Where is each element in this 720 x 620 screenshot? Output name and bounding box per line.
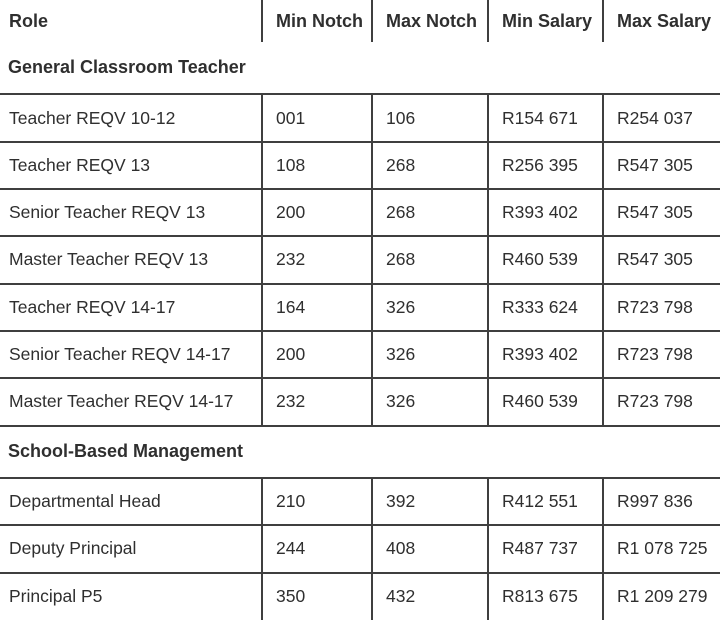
cell-min-notch: 210 (262, 478, 372, 525)
cell-max-notch: 392 (372, 478, 488, 525)
table-row (0, 378, 720, 425)
cell-min-salary: R393 402 (488, 331, 603, 378)
cell-max-notch: 106 (372, 94, 488, 141)
cell-max-notch: 268 (372, 189, 488, 236)
cell-max-salary: R1 078 725 (603, 525, 720, 572)
cell-max-notch: 326 (372, 331, 488, 378)
cell-role: Deputy Principal (9, 538, 137, 559)
cell-min-salary: R460 539 (488, 236, 603, 283)
cell-min-salary: R412 551 (488, 478, 603, 525)
cell-role: Teacher REQV 14-17 (9, 296, 176, 317)
column-header-min-notch: Min Notch (262, 0, 372, 42)
cell-min-notch: 001 (262, 94, 372, 141)
table-row (0, 142, 720, 189)
cell-max-salary: R1 209 279 (603, 573, 720, 620)
cell-max-salary: R547 305 (603, 189, 720, 236)
cell-min-notch: 164 (262, 284, 372, 331)
cell-min-notch: 200 (262, 189, 372, 236)
table-row (0, 284, 720, 331)
column-header-max-salary: Max Salary (603, 0, 720, 42)
cell-max-notch: 326 (372, 284, 488, 331)
cell-min-salary: R487 737 (488, 525, 603, 572)
table-row (0, 94, 720, 141)
cell-max-salary: R547 305 (603, 142, 720, 189)
cell-min-notch: 232 (262, 236, 372, 283)
cell-max-salary: R723 798 (603, 331, 720, 378)
cell-role: Teacher REQV 10-12 (9, 107, 176, 128)
cell-role: Master Teacher REQV 14-17 (9, 391, 234, 412)
section-title: School-Based Management (8, 441, 244, 462)
column-header-max-notch: Max Notch (372, 0, 488, 42)
cell-min-salary: R813 675 (488, 573, 603, 620)
cell-role: Teacher REQV 13 (9, 154, 151, 175)
cell-min-notch: 350 (262, 573, 372, 620)
table-row (0, 525, 720, 572)
cell-min-notch: 232 (262, 378, 372, 425)
cell-max-notch: 326 (372, 378, 488, 425)
table-row (0, 331, 720, 378)
table-row (0, 189, 720, 236)
cell-role: Principal P5 (9, 586, 103, 607)
cell-max-salary: R997 836 (603, 478, 720, 525)
table-row (0, 573, 720, 620)
table-body (0, 42, 720, 620)
cell-max-notch: 432 (372, 573, 488, 620)
cell-max-notch: 268 (372, 236, 488, 283)
cell-max-salary: R547 305 (603, 236, 720, 283)
section-title: General Classroom Teacher (8, 57, 246, 78)
table-row (0, 478, 720, 525)
cell-min-salary: R333 624 (488, 284, 603, 331)
cell-min-salary: R256 395 (488, 142, 603, 189)
cell-max-salary: R723 798 (603, 378, 720, 425)
section-row-general-classroom-teacher (0, 42, 720, 94)
cell-role: Senior Teacher REQV 13 (9, 202, 206, 223)
cell-role: Senior Teacher REQV 14-17 (9, 344, 231, 365)
cell-min-notch: 200 (262, 331, 372, 378)
cell-role: Master Teacher REQV 13 (9, 249, 209, 270)
cell-role: Departmental Head (9, 491, 161, 512)
cell-min-salary: R393 402 (488, 189, 603, 236)
table-header (0, 0, 720, 42)
section-row-school-based-management (0, 426, 720, 478)
cell-min-salary: R460 539 (488, 378, 603, 425)
column-header-min-salary: Min Salary (488, 0, 603, 42)
cell-max-salary: R254 037 (603, 94, 720, 141)
cell-max-salary: R723 798 (603, 284, 720, 331)
cell-min-salary: R154 671 (488, 94, 603, 141)
header-row (0, 0, 720, 42)
cell-max-notch: 408 (372, 525, 488, 572)
cell-max-notch: 268 (372, 142, 488, 189)
cell-min-notch: 244 (262, 525, 372, 572)
cell-min-notch: 108 (262, 142, 372, 189)
table-row (0, 236, 720, 283)
column-header-role: Role (9, 10, 49, 31)
